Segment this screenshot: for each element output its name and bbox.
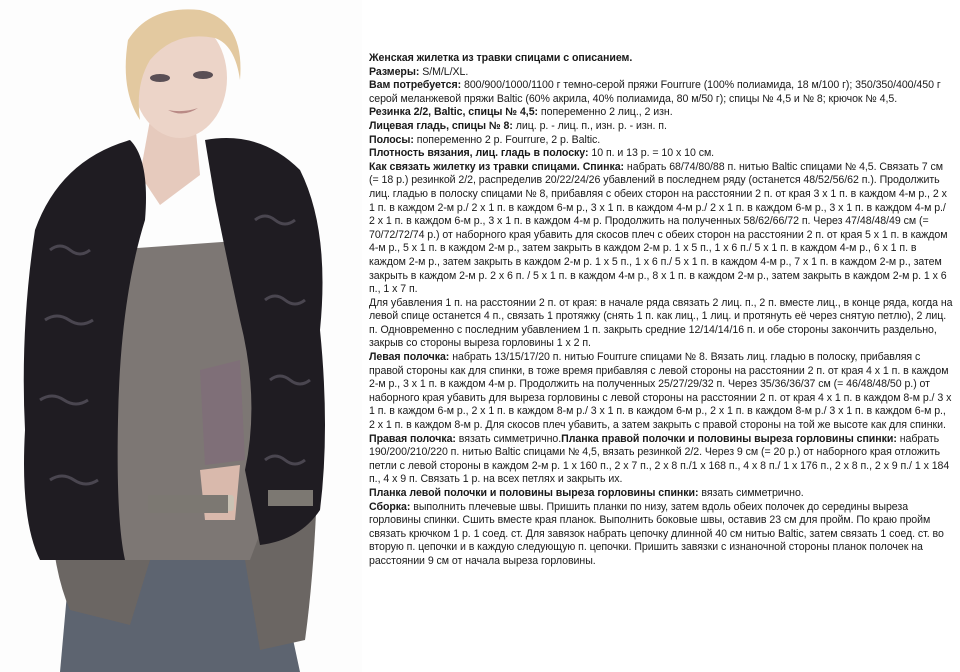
left-front-paragraph <box>369 351 954 433</box>
stripes-paragraph <box>369 134 954 148</box>
left-front-label: Левая полочка: <box>369 351 450 364</box>
right-front-paragraph <box>369 433 954 487</box>
assembly-value: выполнить плечевые швы. Пришить планки по низу, затем вдоль обеих полочек до середины выреза горловины спинки. Сшить вместе края планок. Выполнить боковые швы, оставив 23 см для пройм. По краю пройм связать крючком 1 р. 1 соед. ст. Для завязок набрать цепочку длинной 40 см нитью Baltic, затем связать 1 соед. ст. во вторую п. цепочки и в каждую следующую п. цепочки. Пришить завязки с изнаночной стороны планок полочек на расстоянии 9 см от начала выреза горловины. <box>369 500 944 567</box>
eye-left <box>150 74 170 82</box>
right-band-label: Планка правой полочки и половины выреза горловины спинки: <box>561 432 897 445</box>
leather-sleeve <box>200 360 245 465</box>
back-value: набрать 68/74/80/88 п. нитью Baltic спицами № 4,5. Связать 7 см (= 18 р.) резинкой 2/2, распределив 20/22/24/26 убавлений в последнем ряду (останется 48/52/56/62 п.). Продолжить лиц. гладью в полоску спицами № 8, прибавляя с обеих сторон на расстоянии 2 п. от края 3 х 1 п. в каждом 4-м р., 2 х 1 п. в каждом 2-м р./ 2 х 1 п. в каждом 6-м р., 3 х 1 п. в каждом 4-м р./ 2 х 1 п. в каждом 6-м р., 3 х 1 п. в каждом 4-м р./ 2 х 1 п. в каждом 6-м р., 3 х 1 п. в каждом 4-м р. Продолжить на полученных 58/62/66/72 п. Через 47/48/48/49 см (= 70/72/72/74 р.) от наборного края убавить для скосов плеч с обеих сторон на расстоянии 2 п. от края 5 х 1 п. в каждом 4-м р., 5 х 1 п. в каждом 2-м р., затем закрыть в каждом 2-м р. 1 х 5 п., 1 х 6 п./ 5 х 1 п. в каждом 4-м р., 6 х 1 п. в каждом 2-м р., затем закрыть в каждом 2-м р. 1 х 5 п., 1 х 6 п./ 5 х 1 п. в каждом 4-м р., 7 х 1 п. в каждом 2-м р., затем закрыть в каждом 2-м р. 2 х 6 п. / 5 х 1 п. в каждом 4-м р., 8 х 1 п. в каждом 2-м р., затем закрыть в каждом 2-м р. 1 х 6 п., 1 х 7 п. <box>369 160 948 296</box>
left-band-paragraph <box>369 487 954 501</box>
gauge-value: 10 п. и 13 р. = 10 х 10 см. <box>588 147 715 160</box>
stockinette-paragraph <box>369 120 954 134</box>
stripes-label: Полосы: <box>369 133 414 146</box>
assembly-label: Сборка: <box>369 500 411 513</box>
sizes-paragraph <box>369 66 954 80</box>
materials-label: Вам потребуется: <box>369 79 462 92</box>
gauge-label: Плотность вязания, лиц. гладь в полоску: <box>369 147 589 160</box>
rib-label: Резинка 2/2, Baltic, спицы № 4,5: <box>369 106 539 119</box>
collage-cutout-left <box>148 495 228 513</box>
decrease-paragraph: Для убавления 1 п. на расстоянии 2 п. от края: в начале ряда связать 2 лиц. п., 2 п. вместе лиц., в конце ряда, когда на левой спице останется 4 п., связать 1 протяжку (снять 1 п. как лиц., 1 лиц. и протянуть её через снятую петлю), 2 лиц. п. Одновременно с последним убавлением 1 п. закрыть средние 12/14/14/16 п. и обе стороны закончить раздельно, закрыв со стороны выреза горловины 1 х 2 п. <box>369 296 953 350</box>
rib-paragraph <box>369 106 954 120</box>
right-band-value: набрать 190/200/210/220 п. нитью Baltic спицами № 4,5, вязать резинкой 2/2. Через 9 см (= 20 р.) от наборного края отложить петли с левой стороны в каждом 2-м р. 1 х 160 п., 2 х 7 п., 2 х 8 п./1 х 168 п., 4 х 8 п./ 1 х 176 п., 2 х 8 п., 2 х 9 п./ 1 х 184 п., 4 х 9 п. Связать 1 р. на всех петлях и закрыть их. <box>369 432 950 486</box>
right-front-value: вязать симметрично. <box>455 432 562 445</box>
sizes-label: Размеры: <box>369 65 420 78</box>
document-title: Женская жилетка из травки спицами с описанием. <box>369 52 633 64</box>
eye-right <box>193 71 213 79</box>
rib-value: попеременно 2 лиц., 2 изн. <box>538 106 673 119</box>
materials-value: 800/900/1000/1100 г темно-серой пряжи Fourrure (100% полиамида, 18 м/100 г); 350/350/400/450 г серой меланжевой пряжи Baltic (60% акрила, 40% полиамида, 80 м/50 г); спицы № 4,5 и № 8; крючок № 4,5. <box>369 79 941 105</box>
instructions-text <box>369 52 954 569</box>
right-front-label: Правая полочка: <box>369 432 456 445</box>
stripes-value: попеременно 2 р. Fourrure, 2 р. Baltic. <box>413 133 601 146</box>
gauge-paragraph <box>369 147 954 161</box>
materials-paragraph <box>369 79 954 106</box>
left-band-value: вязать симметрично. <box>698 487 804 499</box>
left-band-label: Планка левой полочки и половины выреза горловины спинки: <box>369 487 699 499</box>
back-paragraph <box>369 161 954 297</box>
left-front-value: набрать 13/15/17/20 п. нитью Fourrure спицами № 8. Вязать лиц. гладью в полоску, прибавляя с правой стороны как для спинки, в тоже время прибавляя с левой стороны на расстоянии 2 п. от края 4 х 1 п. в каждом 2-м р., 3 х 1 п. в каждом 4-м р. Продолжить на полученных 25/27/29/32 п. Через 35/36/36/37 см (= 46/48/48/50 р.) от наборного края убавить для выреза горловины с левой стороны на расстоянии 2 п. от края 4 х 1 п. в каждом 8-м р./ 3 х 1 п. в каждом 6-м р., 2 х 1 п. в каждом 8-м р./ 3 х 1 п. в каждом 6-м р., 2 х 1 п. в каждом 8-м р./ 3 х 1 п. в каждом 6-м р., 2 х 1 п. в каждом 8-м р. Для скосов плеч убавить, а затем закрыть с правой стороны на той же высоте как для спинки. <box>369 351 952 432</box>
back-label: Как связать жилетку из травки спицами. Спинка: <box>369 160 625 173</box>
woman-in-fur-vest-illustration <box>0 0 362 672</box>
assembly-paragraph <box>369 501 954 569</box>
model-photo <box>0 0 362 672</box>
sizes-value: S/M/L/XL. <box>419 65 469 78</box>
collage-cutout-right <box>268 490 313 506</box>
stockinette-label: Лицевая гладь, спицы № 8: <box>369 119 513 132</box>
stockinette-value: лиц. р. - лиц. п., изн. р. - изн. п. <box>512 119 667 132</box>
